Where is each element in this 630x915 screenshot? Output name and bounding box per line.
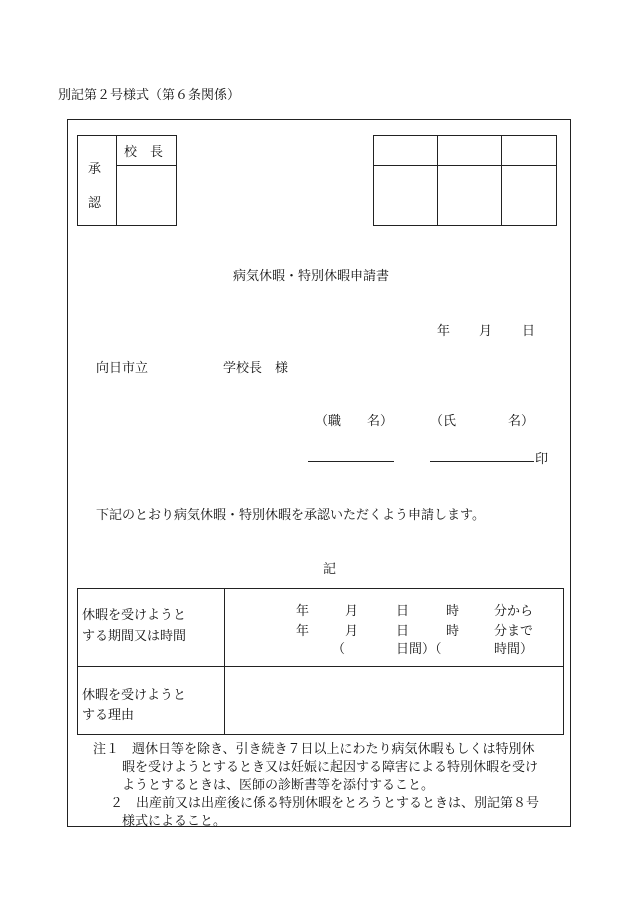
position-underline[interactable] [308, 461, 394, 462]
seal-mark: 印 [535, 452, 549, 467]
reason-label-line2: する理由 [82, 708, 135, 723]
from-minute: 分から [494, 604, 534, 619]
addressee-city: 向日市立 [96, 361, 149, 376]
duration-open-paren: （ [332, 642, 346, 657]
from-month: 月 [345, 604, 359, 619]
to-minute: 分まで [494, 624, 534, 639]
stamp-cell-1[interactable] [374, 166, 437, 226]
to-hour: 時 [446, 624, 460, 639]
from-hour: 時 [446, 604, 460, 619]
reason-input-cell[interactable] [224, 666, 562, 734]
stamp-cell-3[interactable] [502, 166, 557, 226]
date-year: 年 [437, 324, 451, 339]
note2-line1: ２ 出産前又は出産後に係る特別休暇をとろうとするときは、別記第８号 [110, 796, 540, 811]
from-day: 日 [396, 604, 410, 619]
approval-label-bottom: 認 [88, 196, 102, 211]
note1-line2: 暇を受けようとするとき又は妊娠に起因する障害による特別休暇を受け [122, 760, 539, 775]
duration-hours: 時間） [494, 642, 534, 657]
name-underline[interactable] [430, 461, 534, 462]
name-label: （氏 名） [430, 414, 535, 429]
duration-days: 日間）（ [396, 642, 442, 657]
period-label-line1: 休暇を受けようと [82, 608, 187, 623]
form-header: 別記第２号様式（第６条関係） [58, 88, 241, 103]
approval-label-column [78, 136, 117, 225]
to-month: 月 [345, 624, 359, 639]
note2-line2: 様式によること。 [122, 814, 227, 829]
stamp-cell-2[interactable] [438, 166, 501, 226]
addressee-principal: 学校長 様 [223, 361, 289, 376]
to-day: 日 [396, 624, 410, 639]
principal-stamp-cell[interactable] [116, 165, 176, 225]
approval-label-top: 承 [88, 162, 102, 177]
date-day: 日 [522, 324, 536, 339]
request-text: 下記のとおり病気休暇・特別休暇を承認いただくよう申請します。 [96, 508, 485, 523]
reason-label-line1: 休暇を受けようと [82, 688, 187, 703]
from-year: 年 [296, 604, 310, 619]
position-label: （職 名） [315, 414, 394, 429]
form-title: 病気休暇・特別休暇申請書 [233, 269, 390, 284]
ki-label: 記 [323, 562, 337, 577]
note1-line3: ようとするときは、医師の診断書等を添付すること。 [122, 778, 435, 793]
to-year: 年 [296, 624, 310, 639]
note1-line1: 注１ 週休日等を除き、引き続き７日以上にわたり病気休暇もしくは特別休 [93, 742, 535, 757]
period-label-line2: する期間又は時間 [82, 629, 187, 644]
principal-label: 校 長 [124, 145, 164, 160]
date-month: 月 [479, 324, 493, 339]
stamp-grid [373, 135, 557, 226]
